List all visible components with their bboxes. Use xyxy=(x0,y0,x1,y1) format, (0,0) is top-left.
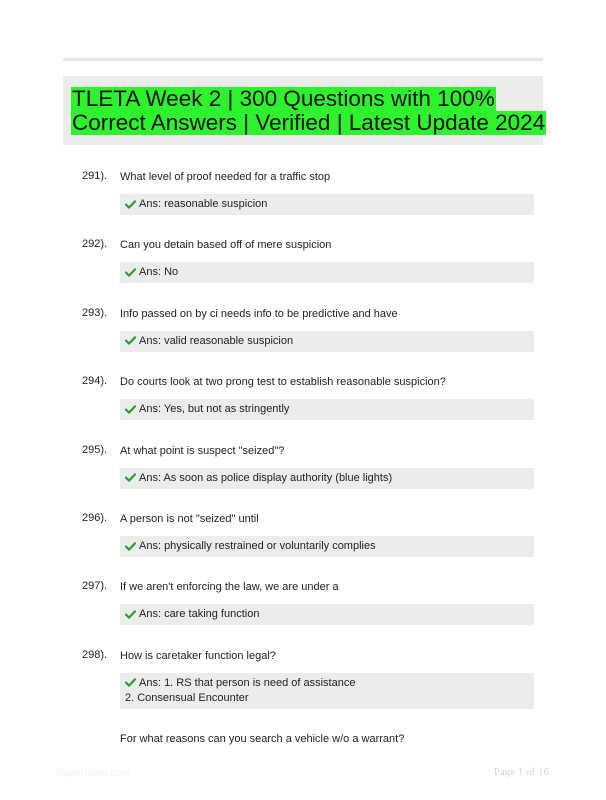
answer-box xyxy=(120,536,534,557)
question-number: 292). xyxy=(82,238,108,251)
check-icon xyxy=(125,473,136,482)
answer-text: Ans: valid reasonable suspicion xyxy=(139,334,294,347)
answer-box xyxy=(120,331,534,352)
check-icon xyxy=(125,268,136,277)
question-number: 298). xyxy=(82,648,108,661)
question-text: Do courts look at two prong test to establish reasonable suspicion? xyxy=(120,376,446,389)
question-number: 294). xyxy=(82,375,108,388)
page-number: Page 1 of 16 xyxy=(493,766,549,778)
question-number: 293). xyxy=(82,306,108,319)
answer-text: Ans: care taking function xyxy=(139,608,260,621)
answer-box xyxy=(120,194,534,215)
question-number: 296). xyxy=(82,512,108,524)
question-number: 295). xyxy=(82,443,108,456)
check-icon xyxy=(125,336,136,345)
answer-box xyxy=(120,399,534,420)
title-line-2: Correct Answers | Verified | Latest Update 2024 xyxy=(72,110,546,135)
answer-box xyxy=(120,604,534,625)
question-text: How is caretaker function legal? xyxy=(120,649,276,662)
answer-text: Ans: physically restrained or voluntarily complies xyxy=(139,540,376,552)
answer-text: Ans: Yes, but not as stringently xyxy=(139,403,290,416)
question-text: If we aren't enforcing the law, we are under a xyxy=(120,581,339,594)
top-rule xyxy=(63,58,543,61)
check-icon xyxy=(125,405,136,414)
question-text: At what point is suspect "seized"? xyxy=(120,444,285,457)
question-text: Info passed on by ci needs info to be predictive and have xyxy=(120,307,398,320)
answer-text: Ans: 1. RS that person is need of assistance 2. Consensual Encounter xyxy=(125,676,356,704)
check-icon xyxy=(125,542,136,551)
answer-text: Ans: reasonable suspicion xyxy=(139,198,268,210)
answer-box xyxy=(120,468,534,489)
answer-box xyxy=(120,262,534,283)
answer-text: Ans: No xyxy=(139,266,179,279)
question-text: A person is not "seized" until xyxy=(120,513,259,525)
question-text: Can you detain based off of mere suspicion xyxy=(120,239,332,252)
answer-text: Ans: As soon as police display authority (blue lights) xyxy=(139,471,393,484)
trailing-question: For what reasons can you search a vehicle w/o a warrant? xyxy=(120,733,405,745)
check-icon xyxy=(125,200,136,209)
answer-box xyxy=(120,673,534,709)
question-text: What level of proof needed for a traffic stop xyxy=(120,171,331,183)
question-number: 297). xyxy=(82,580,108,593)
footer-watermark: PaperStore.com xyxy=(57,768,130,779)
check-icon xyxy=(125,610,136,619)
check-icon xyxy=(125,678,136,687)
question-number: 291). xyxy=(82,170,108,182)
title-line-1: TLETA Week 2 | 300 Questions with 100% xyxy=(72,86,495,111)
